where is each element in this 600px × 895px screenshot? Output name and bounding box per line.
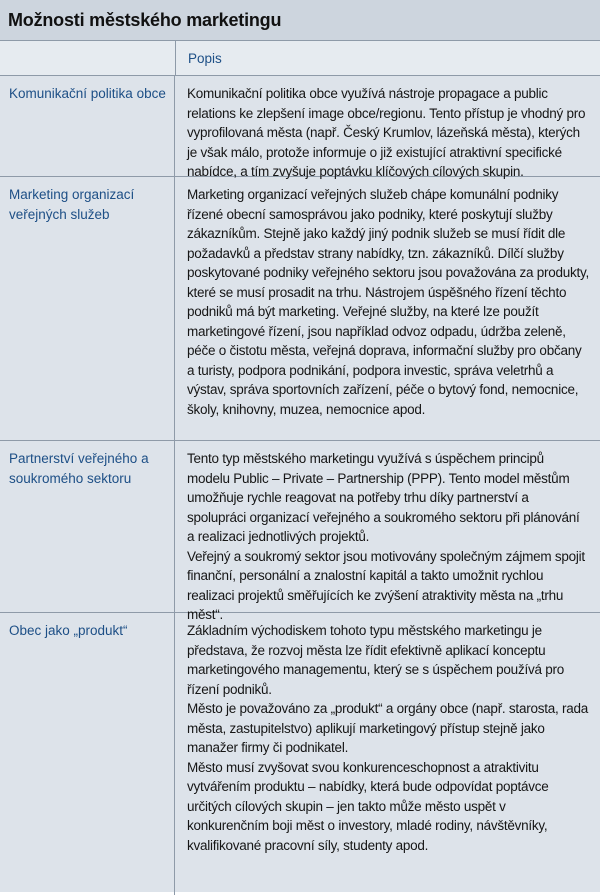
row-description	[175, 613, 600, 895]
table-header-row	[0, 41, 600, 76]
row-paragraph: Město musí zvyšovat svou konkurenceschopnost a atraktivitu vytvářením produktu – nabídky, která bude odpovídat poptávce určitých cílových skupin – jen takto může město uspět v konkurenčním boji měst o investory, mladé rodiny, návštěvníky, kvalifikované pracovní síly, studenty apod.	[187, 759, 549, 853]
row-description	[175, 76, 600, 179]
row-paragraph: Základním východiskem tohoto typu městského marketingu je představa, že rozvoj města lze řídit efektivně aplikací konceptu marketingového managementu, který se s úspěchem používá pro řízení podniků.	[187, 623, 564, 697]
row-description	[175, 177, 600, 440]
table-row	[0, 613, 600, 895]
row-label: Partnerství veřejného a soukromého sektoru	[0, 441, 175, 612]
table-title: Možnosti městského marketingu	[0, 0, 600, 41]
header-col-description: Popis	[188, 50, 222, 66]
row-label: Marketing organizací veřejných služeb	[0, 177, 175, 440]
row-label: Obec jako „produkt“	[0, 613, 175, 895]
table-row	[0, 441, 600, 622]
row-paragraph: Veřejný a soukromý sektor jsou motivovány společným zájmem spojit finanční, personální a znalostní kapitál a takto umožnit rychlou realizaci projektů směřujících ke zvýšení atraktivity města na „trhu měst“.	[187, 548, 585, 622]
row-description	[175, 441, 600, 622]
row-paragraph: Komunikační politika obce využívá nástroje propagace a public relations ke zlepšení image obce/regionu. Tento přístup je vhodný pro vyprofilovaná města (např. Český Krumlov, lázeňská města), kterých je však málo, protože informuje o již existující atraktivní specifické nabídce, a tím zvyšuje poptávku klíčových cílových skupin.	[187, 86, 586, 179]
row-paragraph: Město je považováno za „produkt“ a orgány obce (např. starosta, rada města, zastupitelstvo) aplikují marketingový přístup stejně jako manažer firmy či podnikatel.	[187, 701, 588, 755]
row-paragraph: Tento typ městského marketingu využívá s úspěchem principů modelu Public – Private – Partnership (PPP). Tento model městům umožňuje rychle reagovat na potřeby trhu díky partnerství a spolupráci organizací veřejného a soukromého sektoru při plánování a realizaci jednotlivých projektů.	[187, 451, 580, 544]
row-paragraph: Marketing organizací veřejných služeb chápe komunální podniky řízené obecní samosprávou jako podniky, které poskytují služby zákazníkům. Stejně jako každý jiný podnik služeb se musí řídit dle požadavků a představ strany nabídky, tzn. zákazníků. Dílčí služby poskytované podniky veřejného sektoru jsou považována za produkty, které se musí prosadit na trhu. Nástrojem úspěšného řízení těchto podniků má být marketing. Veřejné služby, na které lze použít marketingové řízení, jsou například odvoz odpadu, údržba zeleně, péče o čistotu města, veřejná doprava, informační služby pro občany a turisty, podpora podnikání, podpora investic, správa veletrhů a výstav, správa sportovních zařízení, péče o bytový fond, nemocnice, školy, knihovny, muzea, nemocnice apod.	[187, 187, 590, 417]
row-label: Komunikační politika obce	[0, 76, 175, 176]
table-row	[0, 76, 600, 177]
table-row	[0, 177, 600, 441]
header-col-label	[0, 41, 176, 75]
